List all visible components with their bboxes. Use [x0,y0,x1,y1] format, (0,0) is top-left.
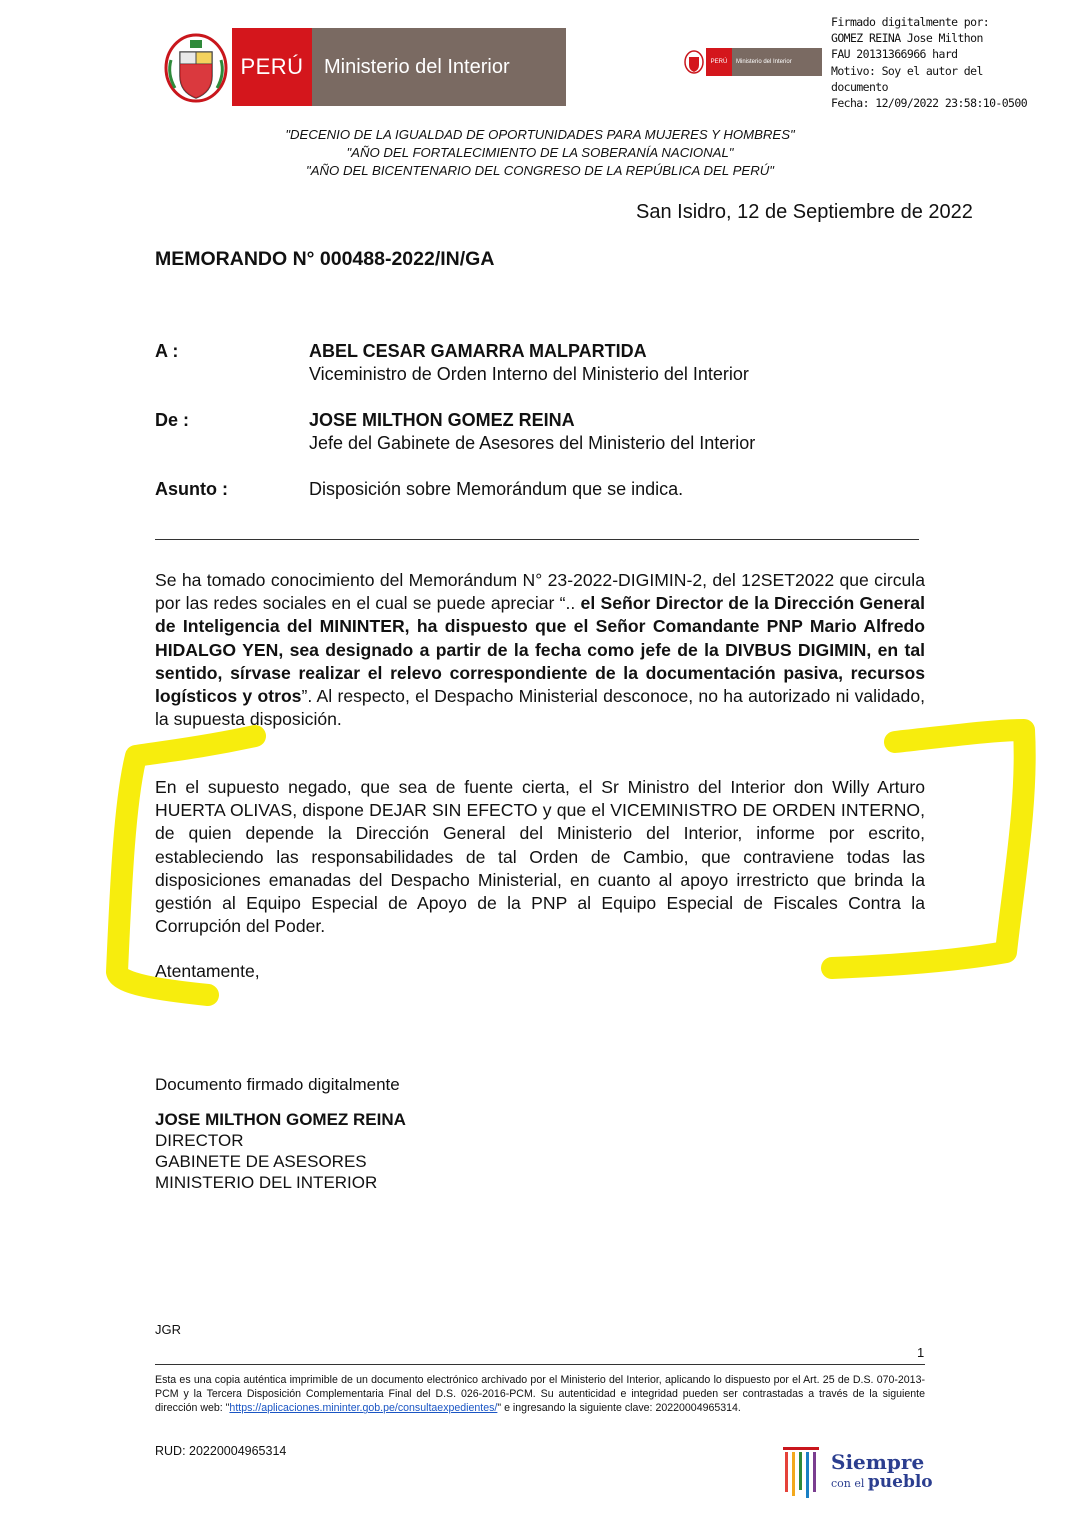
to-name: ABEL CESAR GAMARRA MALPARTIDA [309,341,647,361]
p1-quote-bold: el Señor Director de la Dirección General de Inteligencia del MININTER, ha dispuesto que el Señor Comandante PNP Mario Alfredo HIDALGO YEN, sea designado a partir de la fecha como jefe de la DIVBUS DIGIMIN, en tal sentido, sírvase realizar el relevo correspondiente de la documentación pasiva, recursos logísticos y otros [155,593,925,707]
signer-ministry: MINISTERIO DEL INTERIOR [155,1173,378,1192]
ministry-logo-label: Ministerio del Interior [312,28,566,106]
peru-logo-label: PERÚ [232,28,312,106]
authenticity-note [155,1373,925,1416]
memo-title: MEMORANDO N° 000488-2022/IN/GA [155,248,495,270]
initials: JGR [155,1322,181,1337]
from-name: JOSE MILTHON GOMEZ REINA [309,410,575,430]
signer-office: GABINETE DE ASESORES [155,1152,367,1171]
footer-divider [155,1364,925,1365]
to-label: A : [155,341,179,361]
brand-stripes-icon [781,1443,825,1499]
footer-text-start: Esta es una copia auténtica imprimible de un documento electrónico archivado por el Ministerio del Interior, aplicando lo dispuesto por el Art. 25 de D.S. 070-2013-PCM y la Tercera Disposición Complementaria Final del D.S. 026-2016-PCM. Su autenticidad e integridad pueden ser contrastadas a través de la siguiente dirección web: " [155,1374,925,1415]
stamp-peru-label: PERÚ [706,48,732,76]
from-label: De : [155,410,190,430]
closing: Atentamente, [155,961,260,981]
coat-of-arms-small-icon [682,48,706,76]
subject-label: Asunto : [155,479,228,499]
motto-line: "AÑO DEL BICENTENARIO DEL CONGRESO DE LA REPÚBLICA DEL PERÚ" [306,163,774,178]
stamp-line: FAU 20131366966 hard [831,47,958,62]
header-divider [155,539,919,540]
coat-of-arms-icon [160,28,232,106]
verification-link[interactable]: https://aplicaciones.mininter.gob.pe/consultaexpedientes/ [229,1402,498,1415]
body-paragraph-2: En el supuesto negado, que sea de fuente cierta, el Sr Ministro del Interior don Willy Arturo HUERTA OLIVAS, dispone DEJAR SIN EFECTO y que el VICEMINISTRO DE ORDEN INTERNO, de quien depende la Dirección General del Ministerio del Interior, informe por escrito, estableciendo las responsabilidades de tal Orden de Cambio, que contraviene todas las disposiciones emanadas del Despacho Ministerial, en cuanto al apoyo irrestricto que brinda la gestión al Equipo Especial de Apoyo de la PNP al Equipo Especial de Fiscales Contra la Corrupción del Poder. [155,777,925,937]
ministry-logo [160,28,566,106]
stamp-line: Fecha: 12/09/2022 23:58:10-0500 [831,96,1028,111]
signer-title: DIRECTOR [155,1131,244,1150]
document-date: San Isidro, 12 de Septiembre de 2022 [636,201,973,223]
stamp-line: GOMEZ REINA Jose Milthon [831,31,983,46]
brand-word-siempre: Siempre [831,1449,925,1474]
signature-stamp-logo [682,48,822,76]
p1-end: ”. Al respecto, el Despacho Ministerial desconoce, no ha autorizado ni validado, la supuesta disposición. [155,686,925,730]
p1-start: Se ha tomado conocimiento del Memorándum N° 23-2022-DIGIMIN-2, del 12SET2022 que circula por las redes sociales en el cual se puede apreciar “.. [155,570,925,614]
signed-note: Documento firmado digitalmente [155,1075,400,1094]
brand-word-pueblo [831,1471,933,1492]
siempre-brand-logo [781,1443,933,1499]
stamp-line: documento [831,79,888,94]
footer-text-end: " e ingresando la siguiente clave: 20220004965314. [497,1402,741,1415]
motto-line: "AÑO DEL FORTALECIMIENTO DE LA SOBERANÍA NACIONAL" [346,145,734,160]
rud-code: RUD: 20220004965314 [155,1444,287,1458]
motto-line: "DECENIO DE LA IGUALDAD DE OPORTUNIDADES PARA MUJERES Y HOMBRES" [285,127,795,142]
body-paragraph-1 [155,569,925,731]
to-role: Viceministro de Orden Interno del Ministerio del Interior [309,364,749,384]
stamp-line: Motivo: Soy el autor del [831,63,983,78]
stamp-line: Firmado digitalmente por: [831,15,990,29]
official-mottos [0,126,1080,180]
page-number: 1 [917,1345,925,1360]
stamp-ministry-label: Ministerio del Interior [732,48,822,76]
brand-small-prefix: con el [831,1476,868,1490]
signature-block [155,1109,406,1193]
brand-small-bold: pueblo [867,1471,933,1492]
signature-stamp-text [831,14,1027,111]
signer-name: JOSE MILTHON GOMEZ REINA [155,1110,406,1129]
from-role: Jefe del Gabinete de Asesores del Ministerio del Interior [309,433,756,453]
subject-text: Disposición sobre Memorándum que se indica. [309,479,684,499]
